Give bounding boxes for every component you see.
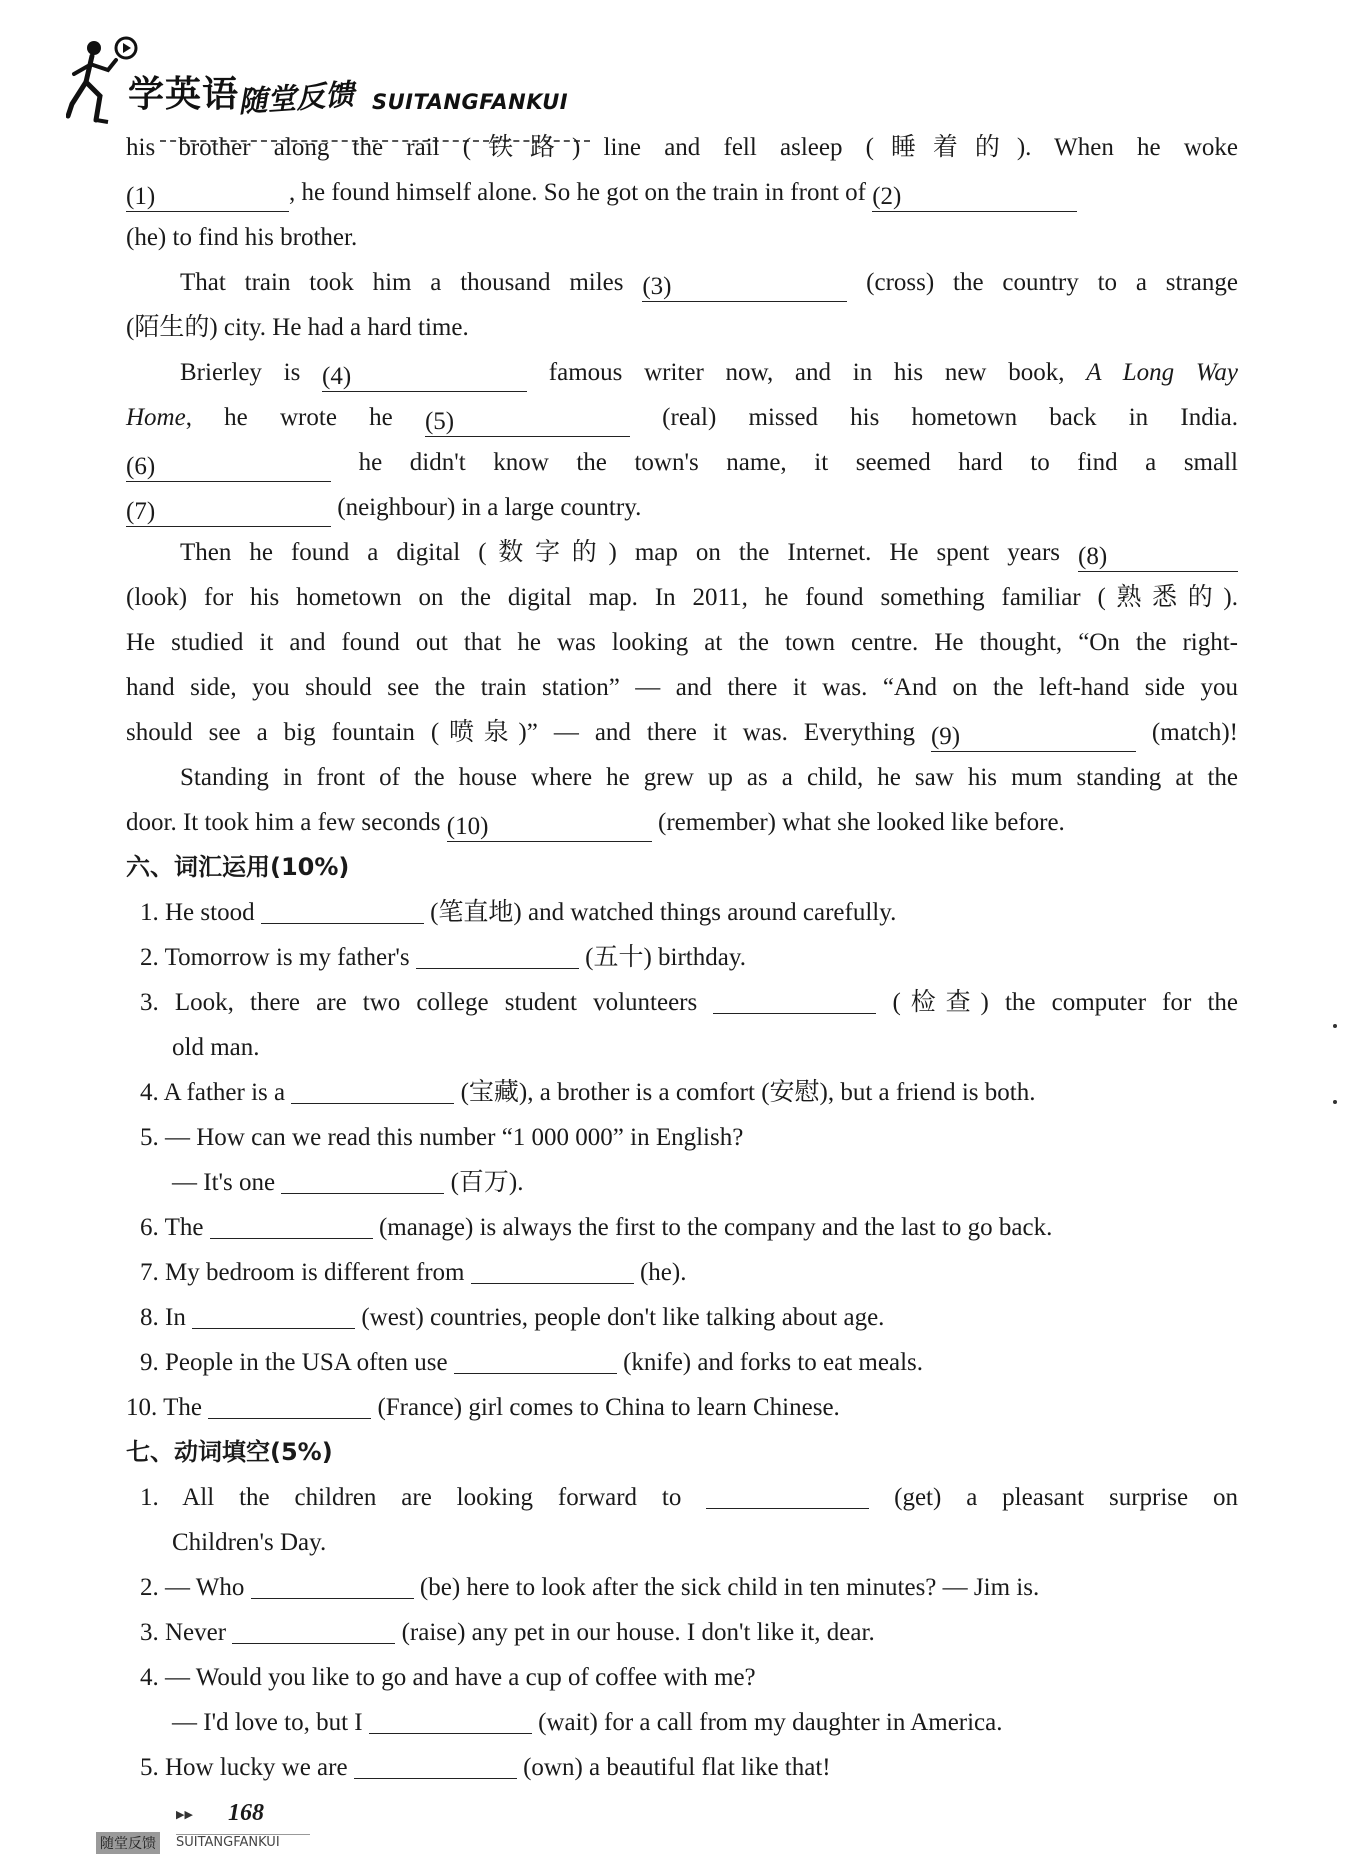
exercise-item: 4. — Would you like to go and have a cup of coffee with me? [140,1664,756,1691]
answer-blank[interactable] [261,895,424,924]
answer-blank[interactable] [454,1345,617,1374]
blank-6[interactable]: (6) [126,453,331,482]
answer-blank[interactable] [354,1750,517,1779]
exercise-item-cont: — It's one (百万). [126,1160,1238,1205]
answer-blank[interactable] [369,1705,532,1734]
brand-english: SUITANGFANKUI [372,90,569,114]
blank-9[interactable]: (9) [931,723,1136,752]
passage-line: (6) he didn't know the town's name, it seemed hard to find a small [126,449,1238,480]
passage-line: should see a big fountain (喷泉)” — and there it was. Everything (9) (match)! [126,719,1238,750]
passage-line: (1) , he found himself alone. So he got on the train in front of (2) [126,170,1238,215]
exercise-item: 5. How lucky we are (own) a beautiful flat like that! [126,1745,1238,1790]
passage-line: Then he found a digital (数字的) map on the Internet. He spent years (8) [126,530,1238,575]
passage-line: (7) (neighbour) in a large country. [126,494,642,525]
answer-blank[interactable] [291,1075,454,1104]
exercise-item: 3. Never (raise) any pet in our house. I don't like it, dear. [126,1610,1238,1655]
answer-blank[interactable] [416,940,579,969]
passage-line: hand side, you should see the train station” — and there it was. “And on the left-hand side you [126,674,1238,701]
page-header [60,28,620,138]
margin-dot [1333,1100,1337,1104]
blank-4[interactable]: (4) [322,363,527,392]
blank-5[interactable]: (5) [425,408,630,437]
exercise-item: 8. In (west) countries, people don't like talking about age. [126,1295,1238,1340]
passage-line: (陌生的) city. He had a hard time. [126,314,469,341]
exercise-item: 4. A father is a (宝藏), a brother is a comfort (安慰), but a friend is both. [126,1070,1238,1115]
exercise-item: 2. — Who (be) here to look after the sick child in ten minutes? — Jim is. [126,1565,1238,1610]
margin-dot [1333,1024,1337,1028]
blank-10[interactable]: (10) [447,813,652,842]
blank-7[interactable]: (7) [126,498,331,527]
passage-line: (he) to find his brother. [126,224,358,251]
answer-blank[interactable] [706,1480,869,1509]
exercise-item: 1. He stood (笔直地) and watched things around carefully. [126,890,1238,935]
answer-blank[interactable] [208,1390,371,1419]
exercise-item-cont: Children's Day. [172,1529,327,1556]
footer-tag: 随堂反馈 [96,1832,160,1854]
passage-line: Home, he wrote he (5) (real) missed his hometown back in India. [126,404,1238,435]
answer-blank[interactable] [232,1615,395,1644]
book-title: Home [126,404,186,431]
exercise-item-cont: old man. [172,1034,260,1061]
answer-blank[interactable] [251,1570,414,1599]
blank-3[interactable]: (3) [642,273,847,302]
book-title: A Long Way [1086,359,1238,386]
exercise-item: 2. Tomorrow is my father's (五十) birthday. [126,935,1238,980]
answer-blank[interactable] [713,985,876,1014]
blank-8[interactable]: (8) [1078,543,1238,572]
exercise-item: 3. Look, there are two college student volunteers (检查) the computer for the [126,980,1238,1025]
brand-title: 学英语 [128,74,240,115]
answer-blank[interactable] [281,1165,444,1194]
answer-blank[interactable] [471,1255,634,1284]
brand-subtitle: 随堂反馈 [237,76,356,120]
footer-tag-english: SUITANGFANKUI [176,1834,310,1850]
passage-line: his brother along the rail (铁路) line and fell asleep (睡着的). When he woke [126,134,1238,161]
page-content [126,125,1238,1790]
passage-line: Standing in front of the house where he grew up as a child, he saw his mum standing at the [180,764,1238,791]
footer-arrow-icon: ▶▶ [176,1808,193,1821]
exercise-item: 10. The (France) girl comes to China to learn Chinese. [126,1385,1238,1430]
page-number: 168 [228,1800,264,1826]
exercise-item: 9. People in the USA often use (knife) and forks to eat meals. [126,1340,1238,1385]
answer-blank[interactable] [210,1210,373,1239]
passage-line: door. It took him a few seconds (10) (remember) what she looked like before. [126,809,1065,840]
passage-line: He studied it and found out that he was looking at the town centre. He thought, “On the right- [126,629,1238,656]
passage-line: Brierley is (4) famous writer now, and in his new book, A Long Way [180,359,1238,390]
exercise-item: 5. — How can we read this number “1 000 000” in English? [140,1124,744,1151]
blank-1[interactable]: (1) [126,183,289,212]
passage-line: That train took him a thousand miles (3) (cross) the country to a strange [180,269,1238,300]
exercise-item: 1. All the children are looking forward to (get) a pleasant surprise on [126,1475,1238,1520]
section-title: 六、词汇运用(10%) [126,853,350,881]
blank-2[interactable]: (2) [872,183,1077,212]
passage-line: (look) for his hometown on the digital map. In 2011, he found something familiar (熟悉的). [126,584,1238,611]
answer-blank[interactable] [192,1300,355,1329]
exercise-item: 6. The (manage) is always the first to the company and the last to go back. [126,1205,1238,1250]
exercise-item-cont: — I'd love to, but I (wait) for a call from my daughter in America. [126,1700,1238,1745]
section-title: 七、动词填空(5%) [126,1438,333,1466]
exercise-item: 7. My bedroom is different from (he). [126,1250,1238,1295]
